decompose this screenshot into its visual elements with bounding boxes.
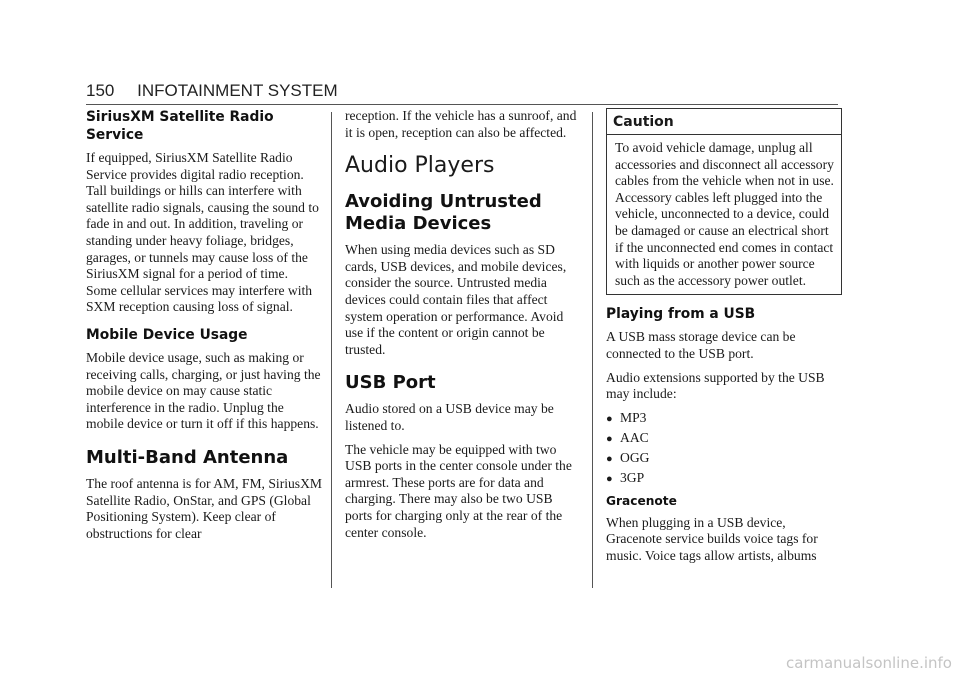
extension-label: OGG [620,449,650,465]
page-number: 150 [86,81,115,100]
section-title: INFOTAINMENT SYSTEM [137,81,338,100]
caution-title: Caution [607,109,841,135]
bullet-icon: ● [606,432,613,445]
column-divider-2 [592,112,593,588]
playing-usb-heading: Playing from a USB [606,306,756,323]
siriusxm-heading: SiriusXM Satellite Radio Service [86,109,274,143]
page-header [86,82,838,105]
list-item [606,470,842,487]
untrusted-media-heading: Avoiding Untrusted Media Devices [345,191,542,235]
usb-port-paragraph-2: The vehicle may be equipped with two USB ports in the center console under the armrest. These ports are for data and charging. There may also be two USB ports for charging only at the rear of the center console. [345,441,572,540]
extension-label: AAC [620,429,649,445]
antenna-continued-paragraph: reception. If the vehicle has a sunroof, and it is open, reception can also be affected. [345,108,577,140]
multi-band-antenna-heading: Multi-Band Antenna [86,446,289,468]
audio-players-heading: Audio Players [345,153,495,179]
column-3 [606,108,842,572]
siriusxm-paragraph: If equipped, SiriusXM Satellite Radio Service provides digital radio reception. Tall buildings or hills can interfere with satellite radio signals, causing the sound to fade in and out. In addition, traveling or standing under heavy foliage, bridges, garages, or tunnels may cause loss of the SiriusXM signal for a period of time. Some cellular services may interfere with SXM reception causing loss of signal. [86,150,319,315]
extension-label: 3GP [620,469,645,485]
antenna-paragraph: The roof antenna is for AM, FM, SiriusXM Satellite Radio, OnStar, and GPS (Global Positioning System). Keep clear of obstructions for clear [86,475,322,541]
watermark: carmanualsonline.info [786,654,952,672]
column-divider-1 [331,112,332,588]
bullet-icon: ● [606,472,613,485]
list-item [606,450,842,467]
usb-port-heading: USB Port [345,372,436,394]
mobile-device-paragraph: Mobile device usage, such as making or receiving calls, charging, or just having the mobile device on may cause static interference in the radio. Unplug the mobile device or turn it off if this happens. [86,349,321,432]
bullet-icon: ● [606,452,613,465]
usb-port-paragraph-1: Audio stored on a USB device may be listened to. [345,401,554,433]
column-2 [345,108,581,548]
bullet-icon: ● [606,412,613,425]
caution-paragraph: To avoid vehicle damage, unplug all accessories and disconnect all accessory cables from the vehicle when not in use. Accessory cables left plugged into the vehicle, unconnected to a device, could be damaged or cause an electrical short if the unconnected end comes in contact with liquids or another power source such as the accessory power outlet. [615,140,834,288]
audio-extensions-list [606,410,842,487]
playing-usb-paragraph-1: A USB mass storage device can be connected to the USB port. [606,329,796,361]
untrusted-media-paragraph: When using media devices such as SD cards, USB devices, and mobile devices, consider the source. Untrusted media devices could contain files that affect system operation or performance. Avoid use if the content or origin cannot be trusted. [345,242,567,357]
column-1 [86,108,322,549]
gracenote-paragraph: When plugging in a USB device, Gracenote service builds voice tags for music. Voice tags allow artists, albums [606,514,818,563]
caution-body [607,135,841,294]
caution-box [606,108,842,295]
playing-usb-paragraph-2: Audio extensions supported by the USB may include: [606,369,825,402]
gracenote-heading: Gracenote [606,493,677,508]
mobile-device-heading: Mobile Device Usage [86,326,248,343]
extension-label: MP3 [620,409,647,425]
list-item [606,430,842,447]
list-item [606,410,842,427]
